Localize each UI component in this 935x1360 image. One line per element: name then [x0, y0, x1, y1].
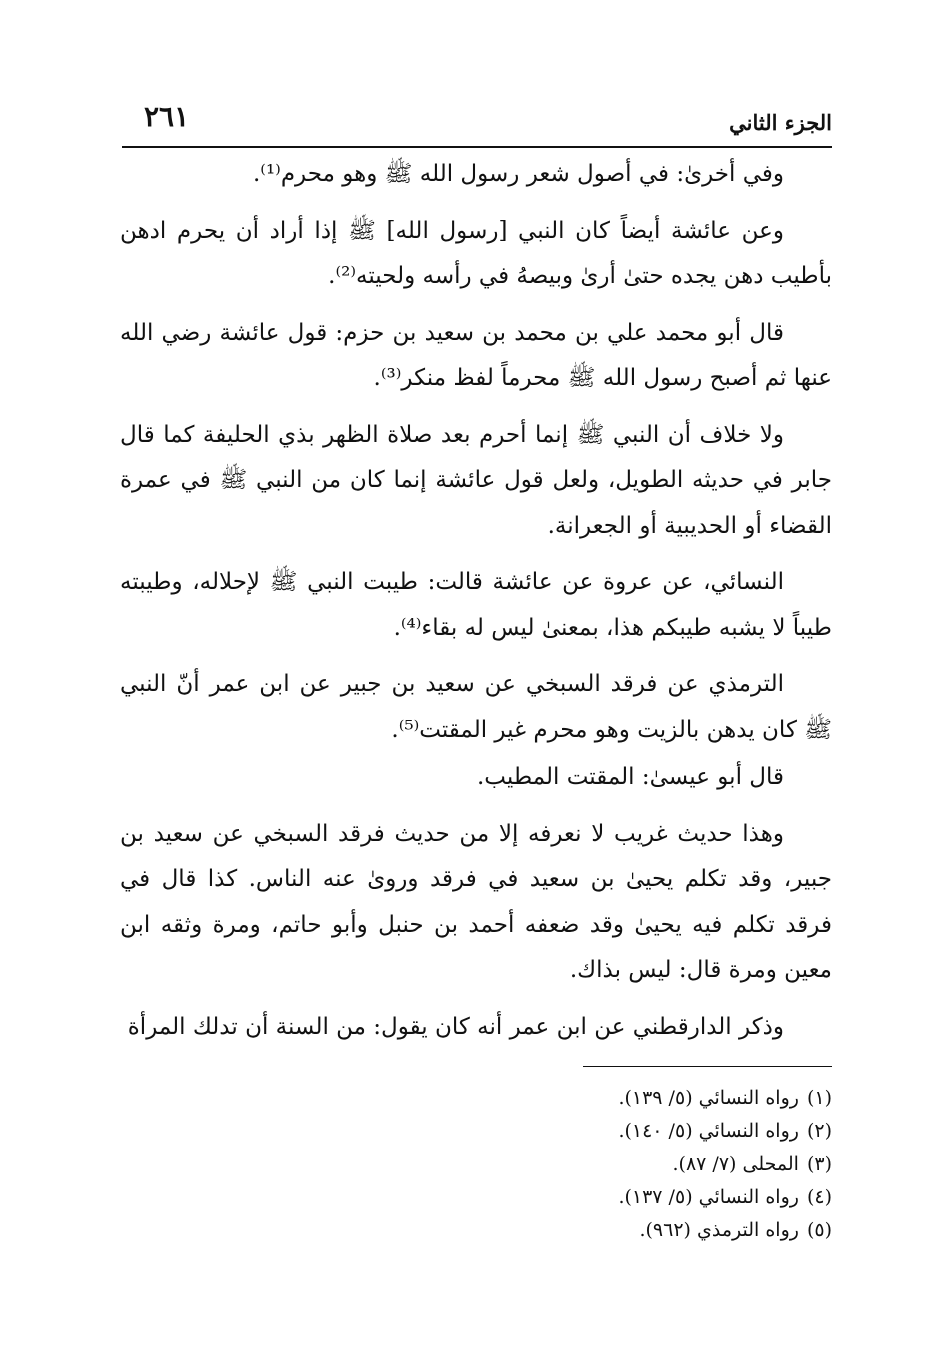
paragraph: قال أبو عيسىٰ: المقتت المطيب.: [477, 764, 784, 790]
footnote-number: (٢): [806, 1120, 832, 1142]
footnote-text: المحلى (٧/ ٨٧).: [672, 1153, 799, 1175]
footnote: [420, 1181, 832, 1214]
header-rule: [122, 146, 832, 148]
paragraph: الترمذي عن فرقد السبخي عن سعيد بن جبير عن ابن عمر أنّ النبي ﷺ كان يدهن بالزيت وهو محرم غير المقتت⁽⁵⁾.: [120, 671, 832, 743]
paragraph: وفي أخرىٰ: في أصول شعر رسول الله ﷺ وهو محرم⁽¹⁾.: [252, 161, 784, 187]
footnotes: [420, 1082, 832, 1247]
footnote-number: (٤): [806, 1186, 832, 1208]
footnote: [420, 1082, 832, 1115]
paragraph: النسائي، عن عروة عن عائشة قالت: طيبت النبي ﷺ لإحلاله، وطيبته طيباً لا يشبه طيبكم هذا، بمعنىٰ ليس له بقاء⁽⁴⁾.: [120, 569, 832, 641]
paragraph: ولا خلاف أن النبي ﷺ إنما أحرم بعد صلاة الظهر بذي الحليفة كما قال جابر في حديثه الطويل، ولعل قول عائشة إنما كان من النبي ﷺ في عمرة القضاء أو الحديبية أو الجعرانة.: [120, 421, 832, 539]
footnote-number: (٣): [806, 1153, 832, 1175]
footnote-rule: [583, 1066, 832, 1067]
footnote-text: رواه النسائي (٥/ ١٣٧).: [618, 1186, 799, 1208]
footnote: [420, 1115, 832, 1148]
footnote: [420, 1148, 832, 1181]
paragraph: قال أبو محمد علي بن محمد بن سعيد بن حزم: قول عائشة رضي الله عنها ثم أصبح رسول الله ﷺ محرماً لفظ منكر⁽³⁾.: [120, 319, 832, 391]
paragraph: وهذا حديث غريب لا نعرفه إلا من حديث فرقد السبخي عن سعيد بن جبير، وقد تكلم يحيىٰ بن سعيد في فرقد وروىٰ عنه الناس. كذا قال في فرقد تكلم فيه يحيىٰ وقد ضعفه أحمد بن حنبل وأبو حاتم، ومرة وثقه ابن معين ومرة قال: ليس بذاك.: [120, 820, 832, 983]
footnote-text: رواه النسائي (٥/ ١٣٩).: [618, 1087, 799, 1109]
footnote-text: رواه الترمذي (٩٦٢).: [639, 1219, 799, 1241]
running-title: الجزء الثاني: [729, 110, 832, 135]
page-header: [122, 98, 832, 148]
footnote: [420, 1214, 832, 1247]
page-number: ٢٦١: [144, 100, 190, 133]
main-text: [120, 152, 832, 1061]
footnote-number: (١): [806, 1087, 832, 1109]
paragraph: وذكر الدارقطني عن ابن عمر أنه كان يقول: من السنة أن تدلك المرأة: [127, 1013, 784, 1040]
footnote-text: رواه النسائي (٥/ ١٤٠).: [618, 1120, 799, 1142]
paragraph: وعن عائشة أيضاً كان النبي [رسول الله] ﷺ إذا أراد أن يحرم ادهن بأطيب دهن يجده حتىٰ أرىٰ وبيصهُ في رأسه ولحيته⁽²⁾.: [120, 217, 832, 289]
footnote-number: (٥): [806, 1219, 832, 1241]
